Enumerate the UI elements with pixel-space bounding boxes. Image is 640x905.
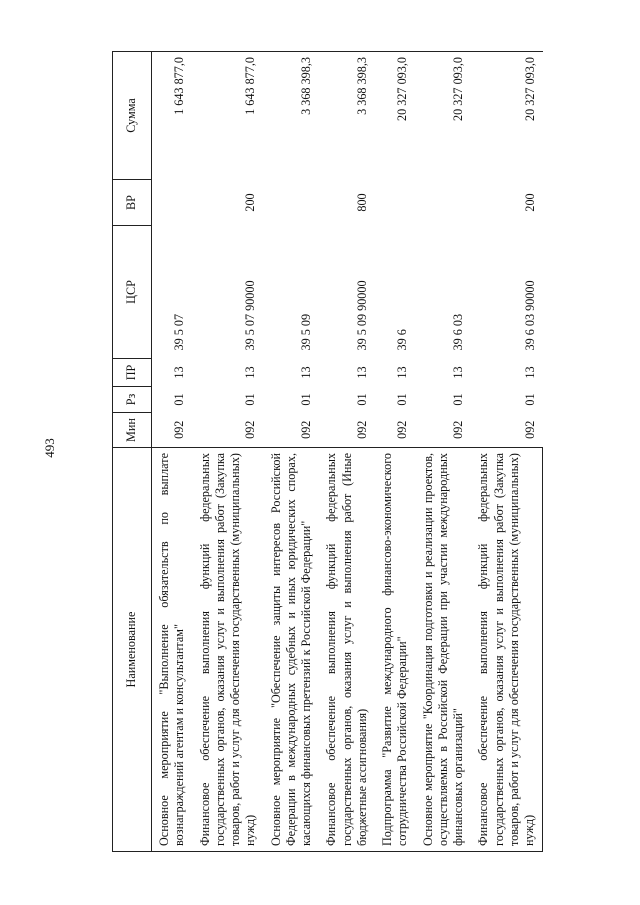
cell-csr: 39 5 07 [172, 313, 187, 351]
cell-min: 092 [395, 420, 410, 439]
cell-min: 092 [451, 420, 465, 439]
cell-vr [152, 180, 193, 226]
cell-csr: 39 5 07 90000 [243, 280, 258, 351]
cell-min: 092 [522, 420, 537, 439]
cell-name: Подпрограмма "Развитие международного финансово-экономического сотрудничества Российской Федерации" [375, 448, 416, 852]
cell-rz: 01 [299, 393, 313, 406]
cell-vr: 200 [243, 193, 258, 212]
table-row [193, 52, 264, 852]
cell-rz: 01 [395, 393, 410, 406]
cell-name: Основное мероприятие "Выполнение обязательств по выплате вознаграждений агентам и консультантам" [152, 448, 193, 852]
rotated-page [112, 52, 582, 852]
cell-min: 092 [243, 420, 258, 439]
page-number: 493 [42, 438, 57, 458]
cell-sum: 1 643 877,0 [193, 52, 264, 180]
cell-sum: 3 368 398,3 [319, 52, 375, 180]
header-pr: ПР [113, 359, 152, 387]
cell-vr: 200 [522, 193, 537, 212]
cell-pr: 13 [299, 366, 313, 379]
table-row [471, 52, 543, 852]
cell-sum: 1 643 877,0 [152, 52, 193, 180]
cell-csr: 39 5 09 [299, 313, 313, 351]
table-row [319, 52, 375, 852]
table-header-row [113, 52, 152, 852]
cell-pr: 13 [354, 366, 369, 379]
table-row [416, 52, 472, 852]
cell-sum: 20 327 093,0 [471, 52, 543, 180]
cell-pr: 13 [243, 366, 258, 379]
header-vr: ВР [113, 180, 152, 226]
cell-rz: 01 [354, 393, 369, 406]
table-body [152, 52, 543, 852]
cell-pr: 13 [522, 366, 537, 379]
cell-name: Основное мероприятие "Координация подготовки и реализации проектов, осуществляемых в Российской Федерации при участии международных финансовых организаций" [416, 448, 472, 852]
cell-min: 092 [172, 420, 187, 439]
cell-csr: 39 5 09 90000 [354, 280, 369, 351]
cell-name: Финансовое обеспечение выполнения функций федеральных государственных органов, оказания услуг и выполнения работ (Иные бюджетные ассигнования) [319, 448, 375, 852]
header-csr: ЦСР [113, 226, 152, 359]
table-row [152, 52, 193, 852]
cell-min: 092 [354, 420, 369, 439]
cell-sum: 3 368 398,3 [264, 52, 320, 180]
cell-rz: 01 [451, 393, 465, 406]
header-name: Наименование [113, 448, 152, 852]
cell-rz: 01 [243, 393, 258, 406]
cell-sum: 20 327 093,0 [416, 52, 472, 180]
table-row [264, 52, 320, 852]
cell-csr: 39 6 03 90000 [522, 280, 537, 351]
cell-rz: 01 [522, 393, 537, 406]
cell-name: Финансовое обеспечение выполнения функций федеральных государственных органов, оказания услуг и выполнения работ (Закупка товаров, работ и услуг для обеспечения государственных (муниципальных) нужд) [193, 448, 264, 852]
cell-csr: 39 6 03 [451, 313, 465, 351]
header-min: Мин [113, 413, 152, 448]
cell-pr: 13 [395, 366, 410, 379]
table-row [375, 52, 416, 852]
header-sum: Сумма [113, 52, 152, 180]
cell-vr [416, 180, 472, 226]
cell-min: 092 [299, 420, 313, 439]
cell-rz: 01 [172, 393, 187, 406]
header-rz: Рз [113, 387, 152, 413]
cell-pr: 13 [172, 366, 187, 379]
cell-vr: 800 [354, 193, 369, 212]
cell-sum: 20 327 093,0 [375, 52, 416, 180]
cell-pr: 13 [451, 366, 465, 379]
cell-name: Финансовое обеспечение выполнения функций федеральных государственных органов, оказания услуг и выполнения работ (Закупка товаров, работ и услуг для обеспечения государственных (муниципальных) нужд) [471, 448, 543, 852]
budget-table [112, 51, 543, 852]
cell-name: Основное мероприятие "Обеспечение защиты интересов Российской Федерации в международных судебных и иных юридических спорах, касающихся финансовых претензий к Российской Федерации" [264, 448, 320, 852]
cell-vr [375, 180, 416, 226]
cell-vr [264, 180, 320, 226]
cell-csr: 39 6 [395, 329, 410, 351]
